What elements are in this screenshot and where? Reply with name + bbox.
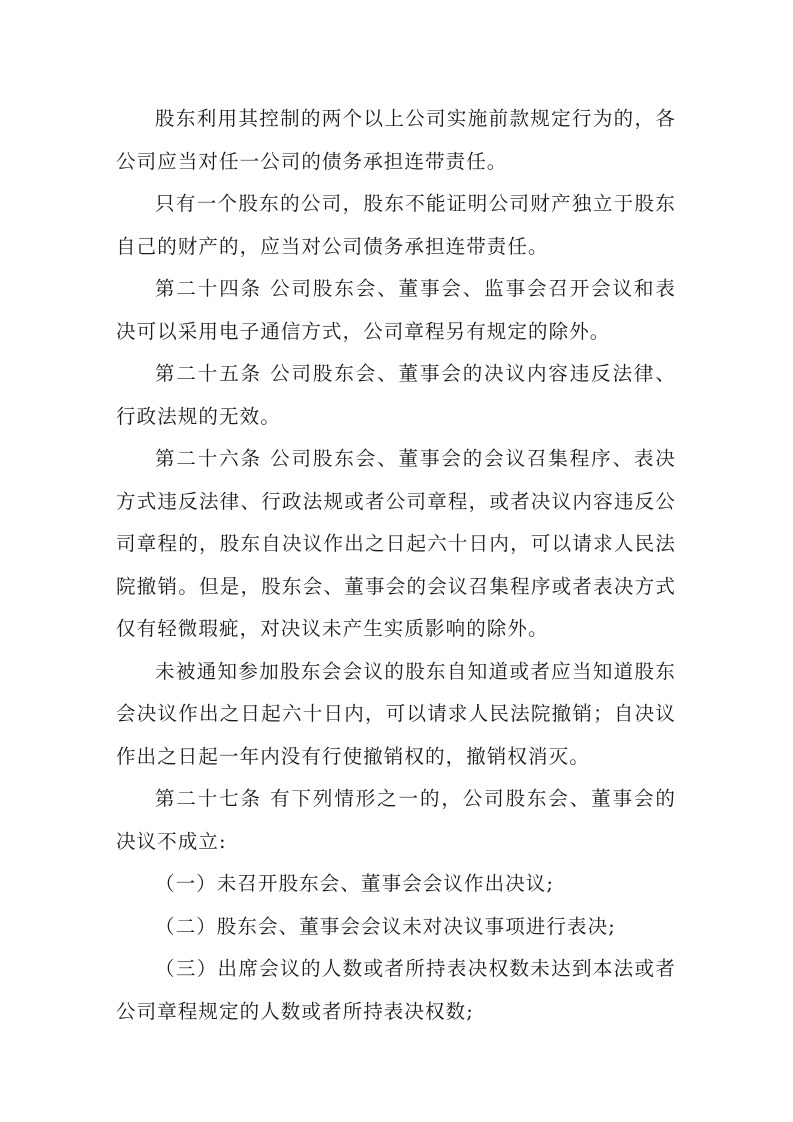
paragraph-article-26: 第二十六条 公司股东会、董事会的会议召集程序、表决方式违反法律、行政法规或者公司章程，或者决议内容违反公司章程的，股东自决议作出之日起六十日内，可以请求人民法院撤销。但是，股东会、董事会的会议召集程序或者表决方式仅有轻微瑕疵，对决议未产生实质影响的除外。 bbox=[116, 447, 676, 640]
document-body bbox=[116, 98, 676, 1033]
list-item-1: （一）未召开股东会、董事会会议作出决议; bbox=[155, 872, 555, 895]
paragraph-not-notified-shareholder: 未被通知参加股东会会议的股东自知道或者应当知道股东会决议作出之日起六十日内，可以请求人民法院撤销；自决议作出之日起一年内没有行使撤销权的，撤销权消灭。 bbox=[116, 659, 676, 768]
paragraph-article-27: 第二十七条 有下列情形之一的，公司股东会、董事会的决议不成立: bbox=[116, 787, 676, 853]
paragraph-single-shareholder: 只有一个股东的公司，股东不能证明公司财产独立于股东自己的财产的，应当对公司债务承担连带责任。 bbox=[116, 192, 676, 258]
paragraph-article-24: 第二十四条 公司股东会、董事会、监事会召开会议和表决可以采用电子通信方式，公司章程另有规定的除外。 bbox=[116, 277, 676, 343]
paragraph-article-25: 第二十五条 公司股东会、董事会的决议内容违反法律、行政法规的无效。 bbox=[116, 362, 676, 428]
list-item-2: （二）股东会、董事会会议未对决议事项进行表决; bbox=[155, 914, 616, 938]
paragraph-joint-liability: 股东利用其控制的两个以上公司实施前款规定行为的，各公司应当对任一公司的债务承担连带责任。 bbox=[116, 107, 676, 173]
list-item-3: （三）出席会议的人数或者所持表决权数未达到本法或者公司章程规定的人数或者所持表决权数; bbox=[116, 957, 676, 1023]
